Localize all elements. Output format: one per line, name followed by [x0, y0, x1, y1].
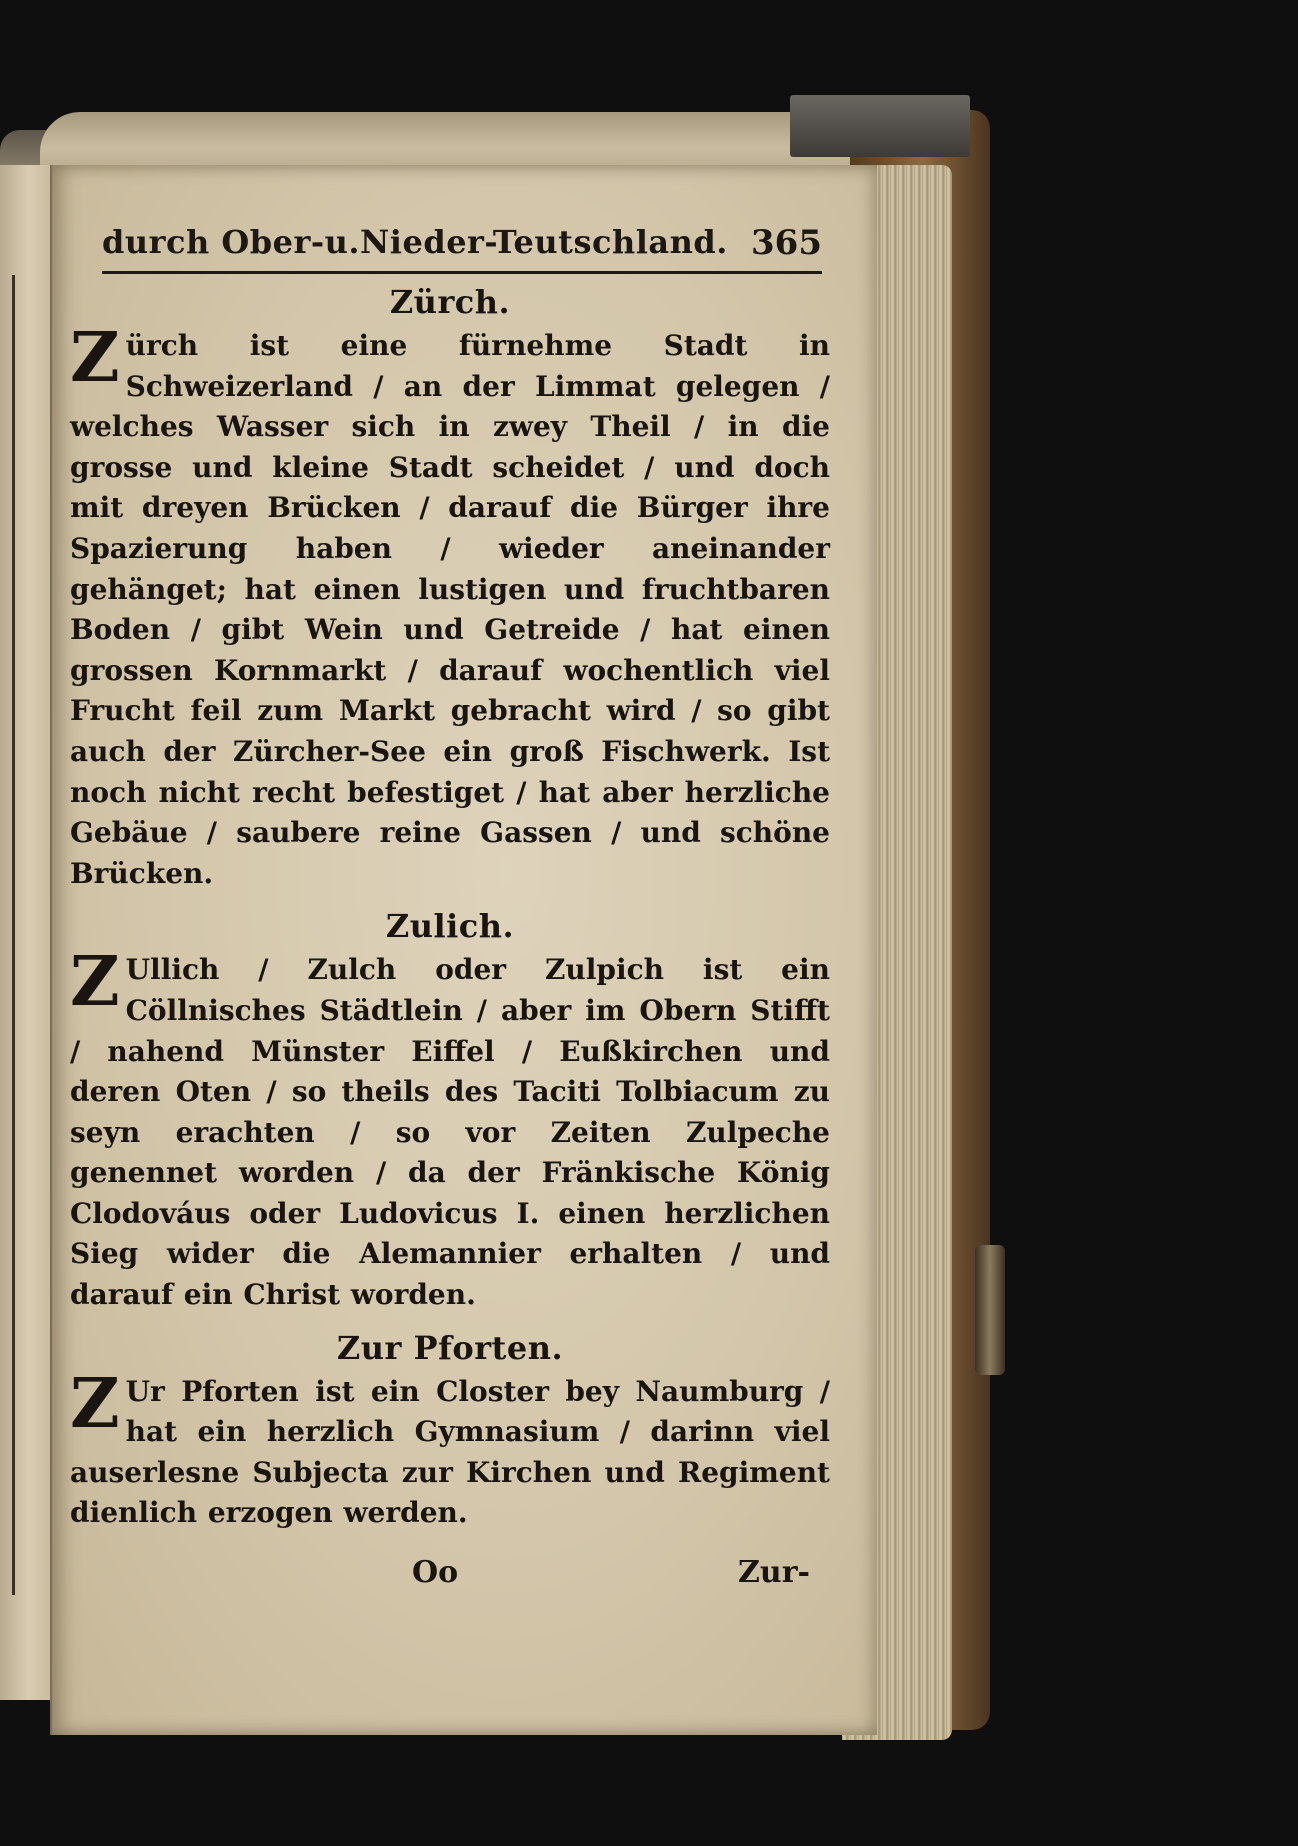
header-rule [102, 271, 822, 274]
entry-text: ürch ist eine fürnehme Stadt in Schweizerland / an der Limmat gelegen / welches Wasser sich in zwey Theil / in die grosse und kleine Stadt scheidet / und doch mit dreyen Brücken / darauf die Bürger ihre Spazierung haben / wieder aneinander gehänget; hat einen lustigen und fruchtbaren Boden / gibt Wein und Getreide / hat einen grossen Kornmarkt / darauf wochentlich viel Frucht feil zum Markt gebracht wird / so gibt auch der Zürcher-See ein groß Fischwerk. Ist noch nicht recht befestiget / hat aber herzliche Gebäue / saubere reine Gassen / und schöne Brücken. [70, 329, 830, 890]
entry-text: Ur Pforten ist ein Closter bey Naumburg / hat ein herzlich Gymnasium / darinn viel auserlesne Subjecta zur Kirchen und Regiment dienlich erzogen werden. [70, 1374, 830, 1530]
running-head: durch Ober-u.Nieder-Teutschland. [102, 223, 728, 261]
entry-heading: Zur Pforten. [336, 1328, 564, 1367]
page-header [102, 223, 822, 275]
entry-body [70, 942, 830, 1315]
drop-initial: Z [70, 942, 120, 1023]
entry-body [70, 1363, 830, 1534]
entry-heading: Zulich. [385, 907, 515, 946]
entry-text: Ullich / Zulch oder Zulpich ist ein Cöllnisches Städtlein / aber im Obern Stifft / nahend Münster Eiffel / Eußkirchen und deren Oten / so theils des Taciti Tolbiacum zu seyn erachten / so vor Zeiten Zulpeche genennet worden / da der Fränkische König Clodováus oder Ludovicus I. einen herzlichen Sieg wider die Alemannier erhalten / und darauf ein Christ worden. [70, 953, 830, 1312]
signature-mark: Oo [412, 1555, 459, 1590]
metal-clasp [790, 95, 970, 157]
page-number: 365 [751, 223, 822, 263]
catchword: Zur- [738, 1555, 810, 1590]
entry-heading: Zürch. [389, 283, 511, 321]
page-top-edge [40, 112, 850, 172]
drop-initial: Z [70, 1363, 120, 1444]
previous-page-rule [12, 275, 15, 1595]
text-block [70, 280, 830, 1544]
side-clasp [975, 1245, 1005, 1375]
entry-body [70, 318, 830, 894]
drop-initial: Z [70, 318, 120, 398]
previous-page-edge [0, 165, 54, 1700]
book-page [50, 165, 877, 1735]
page-footer [412, 1555, 810, 1599]
